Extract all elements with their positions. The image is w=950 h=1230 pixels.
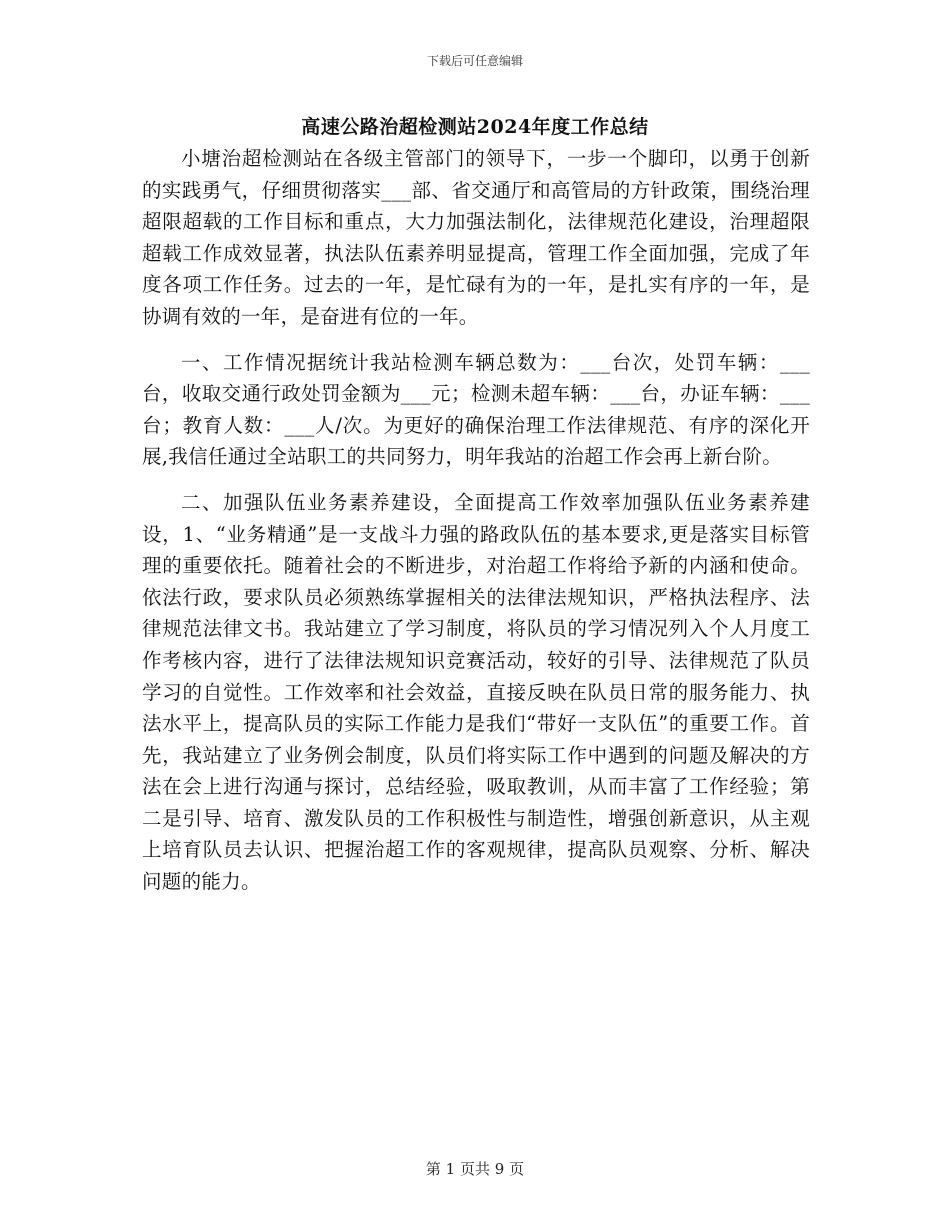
page-number: 第 1 页共 9 页 xyxy=(425,1160,525,1178)
paragraph-team-building: 二、加强队伍业务素养建设，全面提高工作效率加强队伍业务素养建设，1、“业务精通”是一支战斗力强的路政队伍的基本要求,更是落实目标管理的重要依托。随着社会的不断进步，对治超工作将给予新的内涵和使命。依法行政，要求队员必须熟练掌握相关的法律法规知识，严格执法程序、法律规范法律文书。我站建立了学习制度，将队员的学习情况列入个人月度工作考核内容，进行了法律法规知识竞赛活动，较好的引导、法律规范了队员学习的自觉性。工作效率和社会效益，直接反映在队员日常的服务能力、执法水平上，提高队员的实际工作能力是我们“带好一支队伍”的重要工作。首先，我站建立了业务例会制度，队员们将实际工作中遇到的问题及解决的方法在会上进行沟通与探讨，总结经验，吸取教训，从而丰富了工作经验；第二是引导、培育、激发队员的工作积极性与制造性，增强创新意识，从主观上培育队员去认识、把握治超工作的客观规律，提高队员观察、分析、解决问题的能力。 xyxy=(142,490,810,894)
document-body xyxy=(142,143,810,912)
document-title: 高速公路治超检测站2024年度工作总结 xyxy=(301,116,649,138)
paragraph-intro: 小塘治超检测站在各级主管部门的领导下，一步一个脚印，以勇于创新的实践勇气，仔细贯彻落实___部、省交通厅和高管局的方针政策，围绕治理超限超载的工作目标和重点，大力加强法制化，法律规范化建设，治理超限超载工作成效显著，执法队伍素养明显提高，管理工作全面加强，完成了年度各项工作任务。过去的一年，是忙碌有为的一年，是扎实有序的一年，是协调有效的一年，是奋进有位的一年。 xyxy=(142,147,810,328)
paragraph-work-status: 一、工作情况据统计我站检测车辆总数为：___台次，处罚车辆：___台，收取交通行政处罚金额为___元；检测未超车辆：___台，办证车辆：___台；教育人数：___人/次。为更好的确保治理工作法律规范、有序的深化开展,我信任通过全站职工的共同努力，明年我站的治超工作会再上新台阶。 xyxy=(142,350,810,469)
page-header-note: 下载后可任意编辑 xyxy=(426,54,523,68)
